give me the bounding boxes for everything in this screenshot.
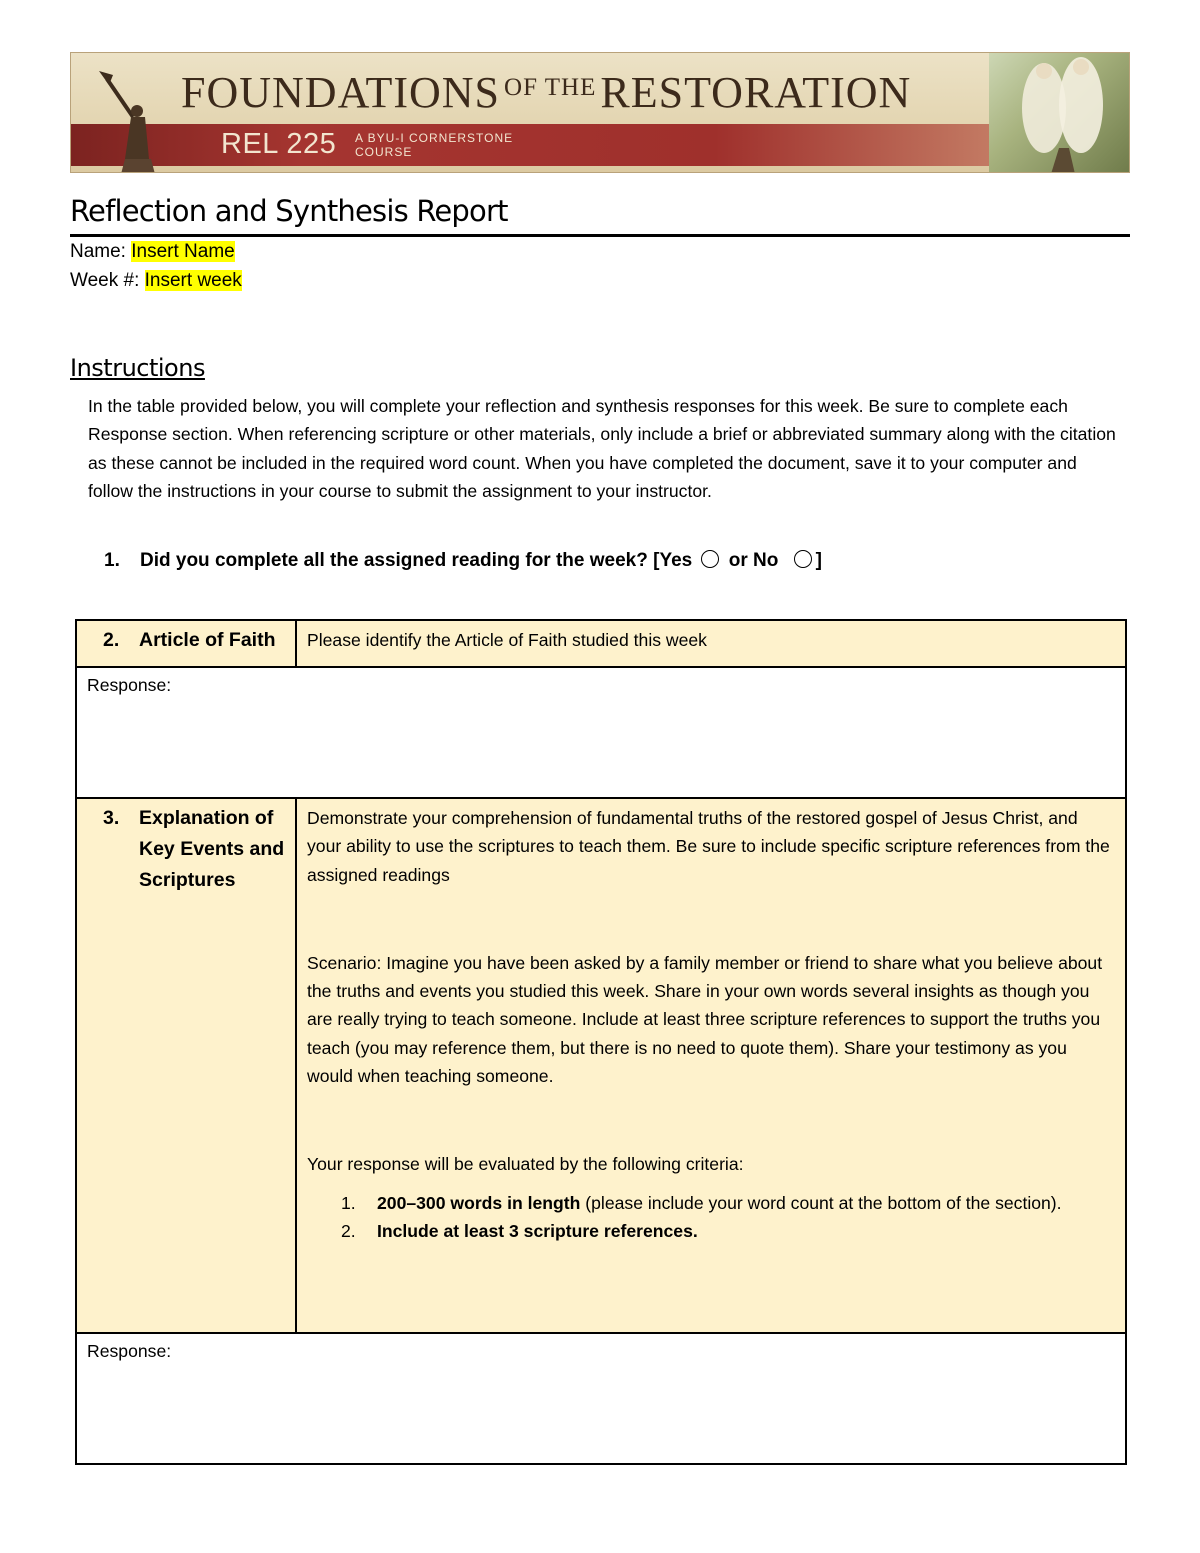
banner-title-part2: OF THE bbox=[504, 74, 597, 101]
or-no-text: or No bbox=[728, 550, 779, 571]
article-of-faith-label-cell bbox=[76, 620, 296, 667]
table-row bbox=[76, 667, 1126, 798]
question-1 bbox=[104, 550, 822, 572]
list-item bbox=[341, 1217, 1115, 1245]
row-2-label: Article of Faith bbox=[139, 629, 276, 651]
week-field[interactable]: Insert week bbox=[144, 270, 242, 291]
week-label: Week #: bbox=[70, 270, 140, 291]
no-radio[interactable] bbox=[794, 550, 812, 568]
instructions-heading: Instructions bbox=[70, 354, 205, 382]
course-banner bbox=[70, 52, 1130, 173]
criteria-2-bold: Include at least 3 scripture references. bbox=[377, 1220, 698, 1241]
criteria-2-number: 2. bbox=[341, 1220, 356, 1241]
course-subtitle: A BYU-I CORNERSTONE COURSE bbox=[355, 131, 514, 159]
report-table bbox=[75, 619, 1127, 1465]
name-label: Name: bbox=[70, 241, 126, 262]
criteria-list bbox=[307, 1189, 1115, 1246]
table-row bbox=[76, 620, 1126, 667]
question-1-text: Did you complete all the assigned reading for the week? [Yes bbox=[140, 550, 693, 571]
banner-title bbox=[181, 67, 911, 118]
angel-moroni-icon bbox=[85, 59, 175, 173]
question-1-number: 1. bbox=[104, 550, 120, 571]
row-2-response-label: Response: bbox=[87, 675, 172, 695]
banner-title-part1: FOUNDATIONS bbox=[181, 68, 501, 117]
row-3-response-label: Response: bbox=[87, 1341, 172, 1361]
page-title: Reflection and Synthesis Report bbox=[70, 194, 508, 228]
key-events-response-cell[interactable] bbox=[76, 1333, 1126, 1464]
banner-scene-image bbox=[989, 53, 1129, 173]
table-row bbox=[76, 1333, 1126, 1464]
name-field[interactable]: Insert Name bbox=[131, 241, 235, 262]
list-item bbox=[341, 1189, 1115, 1217]
week-line bbox=[70, 270, 242, 292]
course-code: REL 225 bbox=[221, 128, 337, 160]
article-of-faith-prompt-cell bbox=[296, 620, 1126, 667]
criteria-1-bold: 200–300 words in length bbox=[377, 1192, 581, 1213]
row-2-prompt: Please identify the Article of Faith studied this week bbox=[307, 630, 707, 650]
row-3-scenario: Scenario: Imagine you have been asked by a family member or friend to share what you believe about the truths and events you studied this week. Share in your own words several insights as though you are really trying to teach someone. Include at least three scripture references to support the truths you teach (you may reference them, but there is no need to quote them). Share your testimony as you would when teaching someone. bbox=[307, 952, 1103, 1087]
key-events-prompt-cell bbox=[296, 798, 1126, 1333]
key-events-label-cell bbox=[76, 798, 296, 1333]
yes-radio[interactable] bbox=[701, 550, 719, 568]
row-3-prompt: Demonstrate your comprehension of fundamental truths of the restored gospel of Jesus Christ, and your ability to use the scriptures to teach them. Be sure to include specific scripture references from the assigned readings bbox=[307, 808, 1110, 885]
instructions-text: In the table provided below, you will complete your reflection and synthesis responses for this week. Be sure to complete each Response section. When referencing scripture or other materials, only include a brief or abbreviated summary along with the citation as these cannot be included in the required word count. When you have completed the document, save it to your computer and follow the instructions in your course to submit the assignment to your instructor. bbox=[88, 396, 1116, 501]
criteria-1-rest: (please include your word count at the bottom of the section). bbox=[580, 1192, 1062, 1213]
question-1-close: ] bbox=[815, 550, 822, 571]
name-line bbox=[70, 241, 235, 263]
table-row bbox=[76, 798, 1126, 1333]
row-2-number: 2. bbox=[103, 629, 120, 651]
row-3-number: 3. bbox=[103, 807, 120, 829]
row-3-label: Explanation of Key Events and Scriptures bbox=[139, 807, 285, 891]
criteria-1-number: 1. bbox=[341, 1192, 356, 1213]
article-of-faith-response-cell[interactable] bbox=[76, 667, 1126, 798]
title-divider bbox=[70, 234, 1130, 237]
banner-title-part3: RESTORATION bbox=[600, 68, 912, 117]
criteria-intro: Your response will be evaluated by the following criteria: bbox=[307, 1154, 744, 1175]
